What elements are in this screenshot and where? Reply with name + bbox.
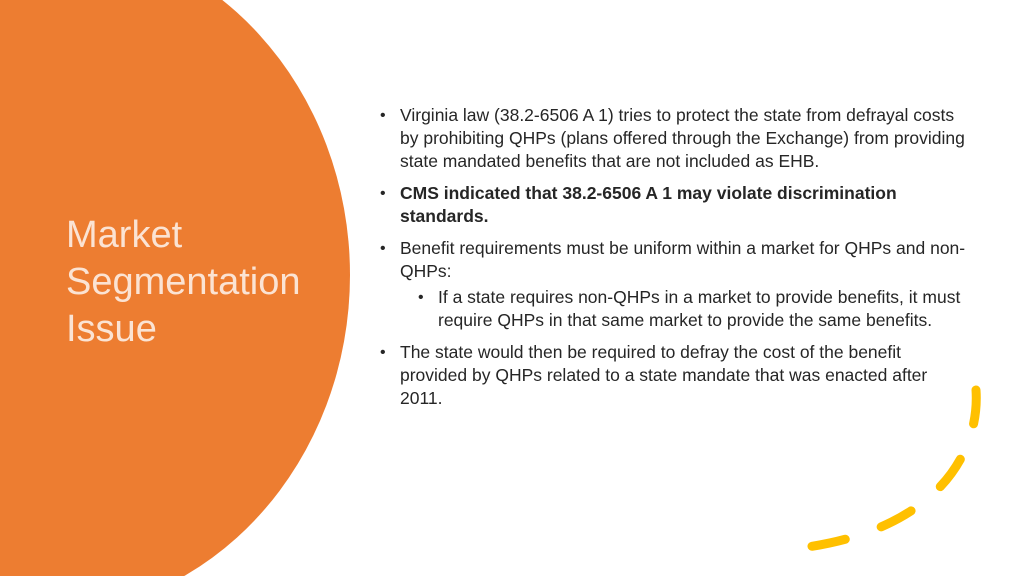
dashed-curve-decoration [780, 370, 1020, 570]
title-line: Issue [66, 308, 157, 350]
bullet-item [380, 182, 970, 228]
bullet-item [380, 104, 970, 173]
sub-bullet-list [400, 286, 970, 332]
sub-bullet-item [418, 286, 970, 332]
bullet-item [380, 237, 970, 332]
bullet-text: CMS indicated that 38.2-6506 A 1 may violate discrimination standards. [400, 183, 897, 226]
bullet-list [380, 104, 970, 410]
title-line: Segmentation [66, 261, 301, 303]
sub-bullet-text: If a state requires non-QHPs in a market to provide benefits, it must require QHPs in that same market to provide the same benefits. [438, 287, 961, 330]
bullet-text: The state would then be required to defray the cost of the benefit provided by QHPs related to a state mandate that was enacted after 2011. [400, 342, 928, 408]
title-line: Market [66, 214, 183, 256]
slide-title [66, 212, 336, 353]
dashed-curve-path [800, 390, 976, 548]
bullet-text: Benefit requirements must be uniform within a market for QHPs and non-QHPs: [400, 238, 966, 281]
bullet-text: Virginia law (38.2-6506 A 1) tries to protect the state from defrayal costs by prohibiting QHPs (plans offered through the Exchange) from providing state mandated benefits that are not included as EHB. [400, 105, 965, 171]
